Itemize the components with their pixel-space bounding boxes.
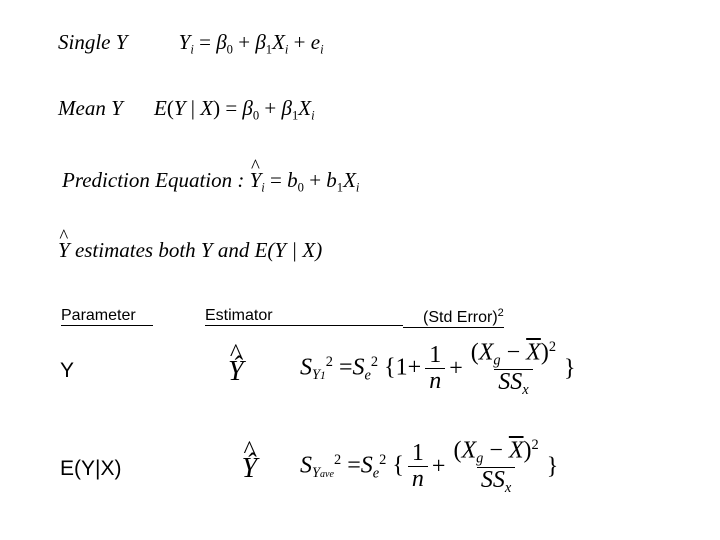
header-std-error bbox=[403, 307, 504, 328]
row-parameter-exy: E(Y|X) bbox=[60, 457, 122, 480]
single-y-label: Single Y bbox=[58, 30, 128, 54]
row-2-std-error-formula: $S_{Yave}^2 =S_e^2$ { $\frac{1}{n}$ + $\frac{(X_g - \overline{X})^2}{SS_x}$ } bbox=[300, 437, 559, 496]
header-parameter: Parameter bbox=[61, 307, 153, 326]
mean-y-line bbox=[58, 96, 315, 123]
estimates-line bbox=[58, 238, 322, 263]
y-hat-symbol: ^ Y bbox=[58, 238, 70, 263]
row-estimator-y-hat: ^ Ŷ bbox=[228, 356, 244, 388]
row-1-std-error-formula: $S_{Y1}^2 =S_e^2$ {1+ $\frac{1}{n}$ + $\frac{(X_g - \overline{X})^2}{SS_x}$ } bbox=[300, 339, 576, 398]
prediction-label: Prediction Equation : bbox=[62, 168, 245, 192]
row-estimator-y-hat-2: ^ Ŷ bbox=[242, 453, 258, 485]
single-y-line bbox=[58, 30, 324, 57]
single-y-equation: $Y_i = \beta_0 + \beta_1X_i + e_i$ bbox=[178, 30, 324, 57]
prediction-line bbox=[62, 168, 359, 195]
estimates-text: estimates both Y and E(Y | X) bbox=[74, 238, 323, 262]
prediction-equation: ^ $Y_i = b_0 + b_1X_i$ bbox=[250, 168, 360, 192]
row-parameter-y: Y bbox=[60, 359, 75, 382]
header-std-error-superscript: 2 bbox=[497, 307, 504, 319]
header-std-error-label: (Std Error) bbox=[423, 309, 498, 326]
header-estimator: Estimator bbox=[205, 307, 286, 326]
mean-y-equation: E(Y | $X) = \beta_0 + \beta_1X_i$ bbox=[154, 96, 315, 123]
mean-y-label: Mean Y bbox=[58, 96, 123, 120]
header-gap-rule bbox=[286, 325, 403, 326]
